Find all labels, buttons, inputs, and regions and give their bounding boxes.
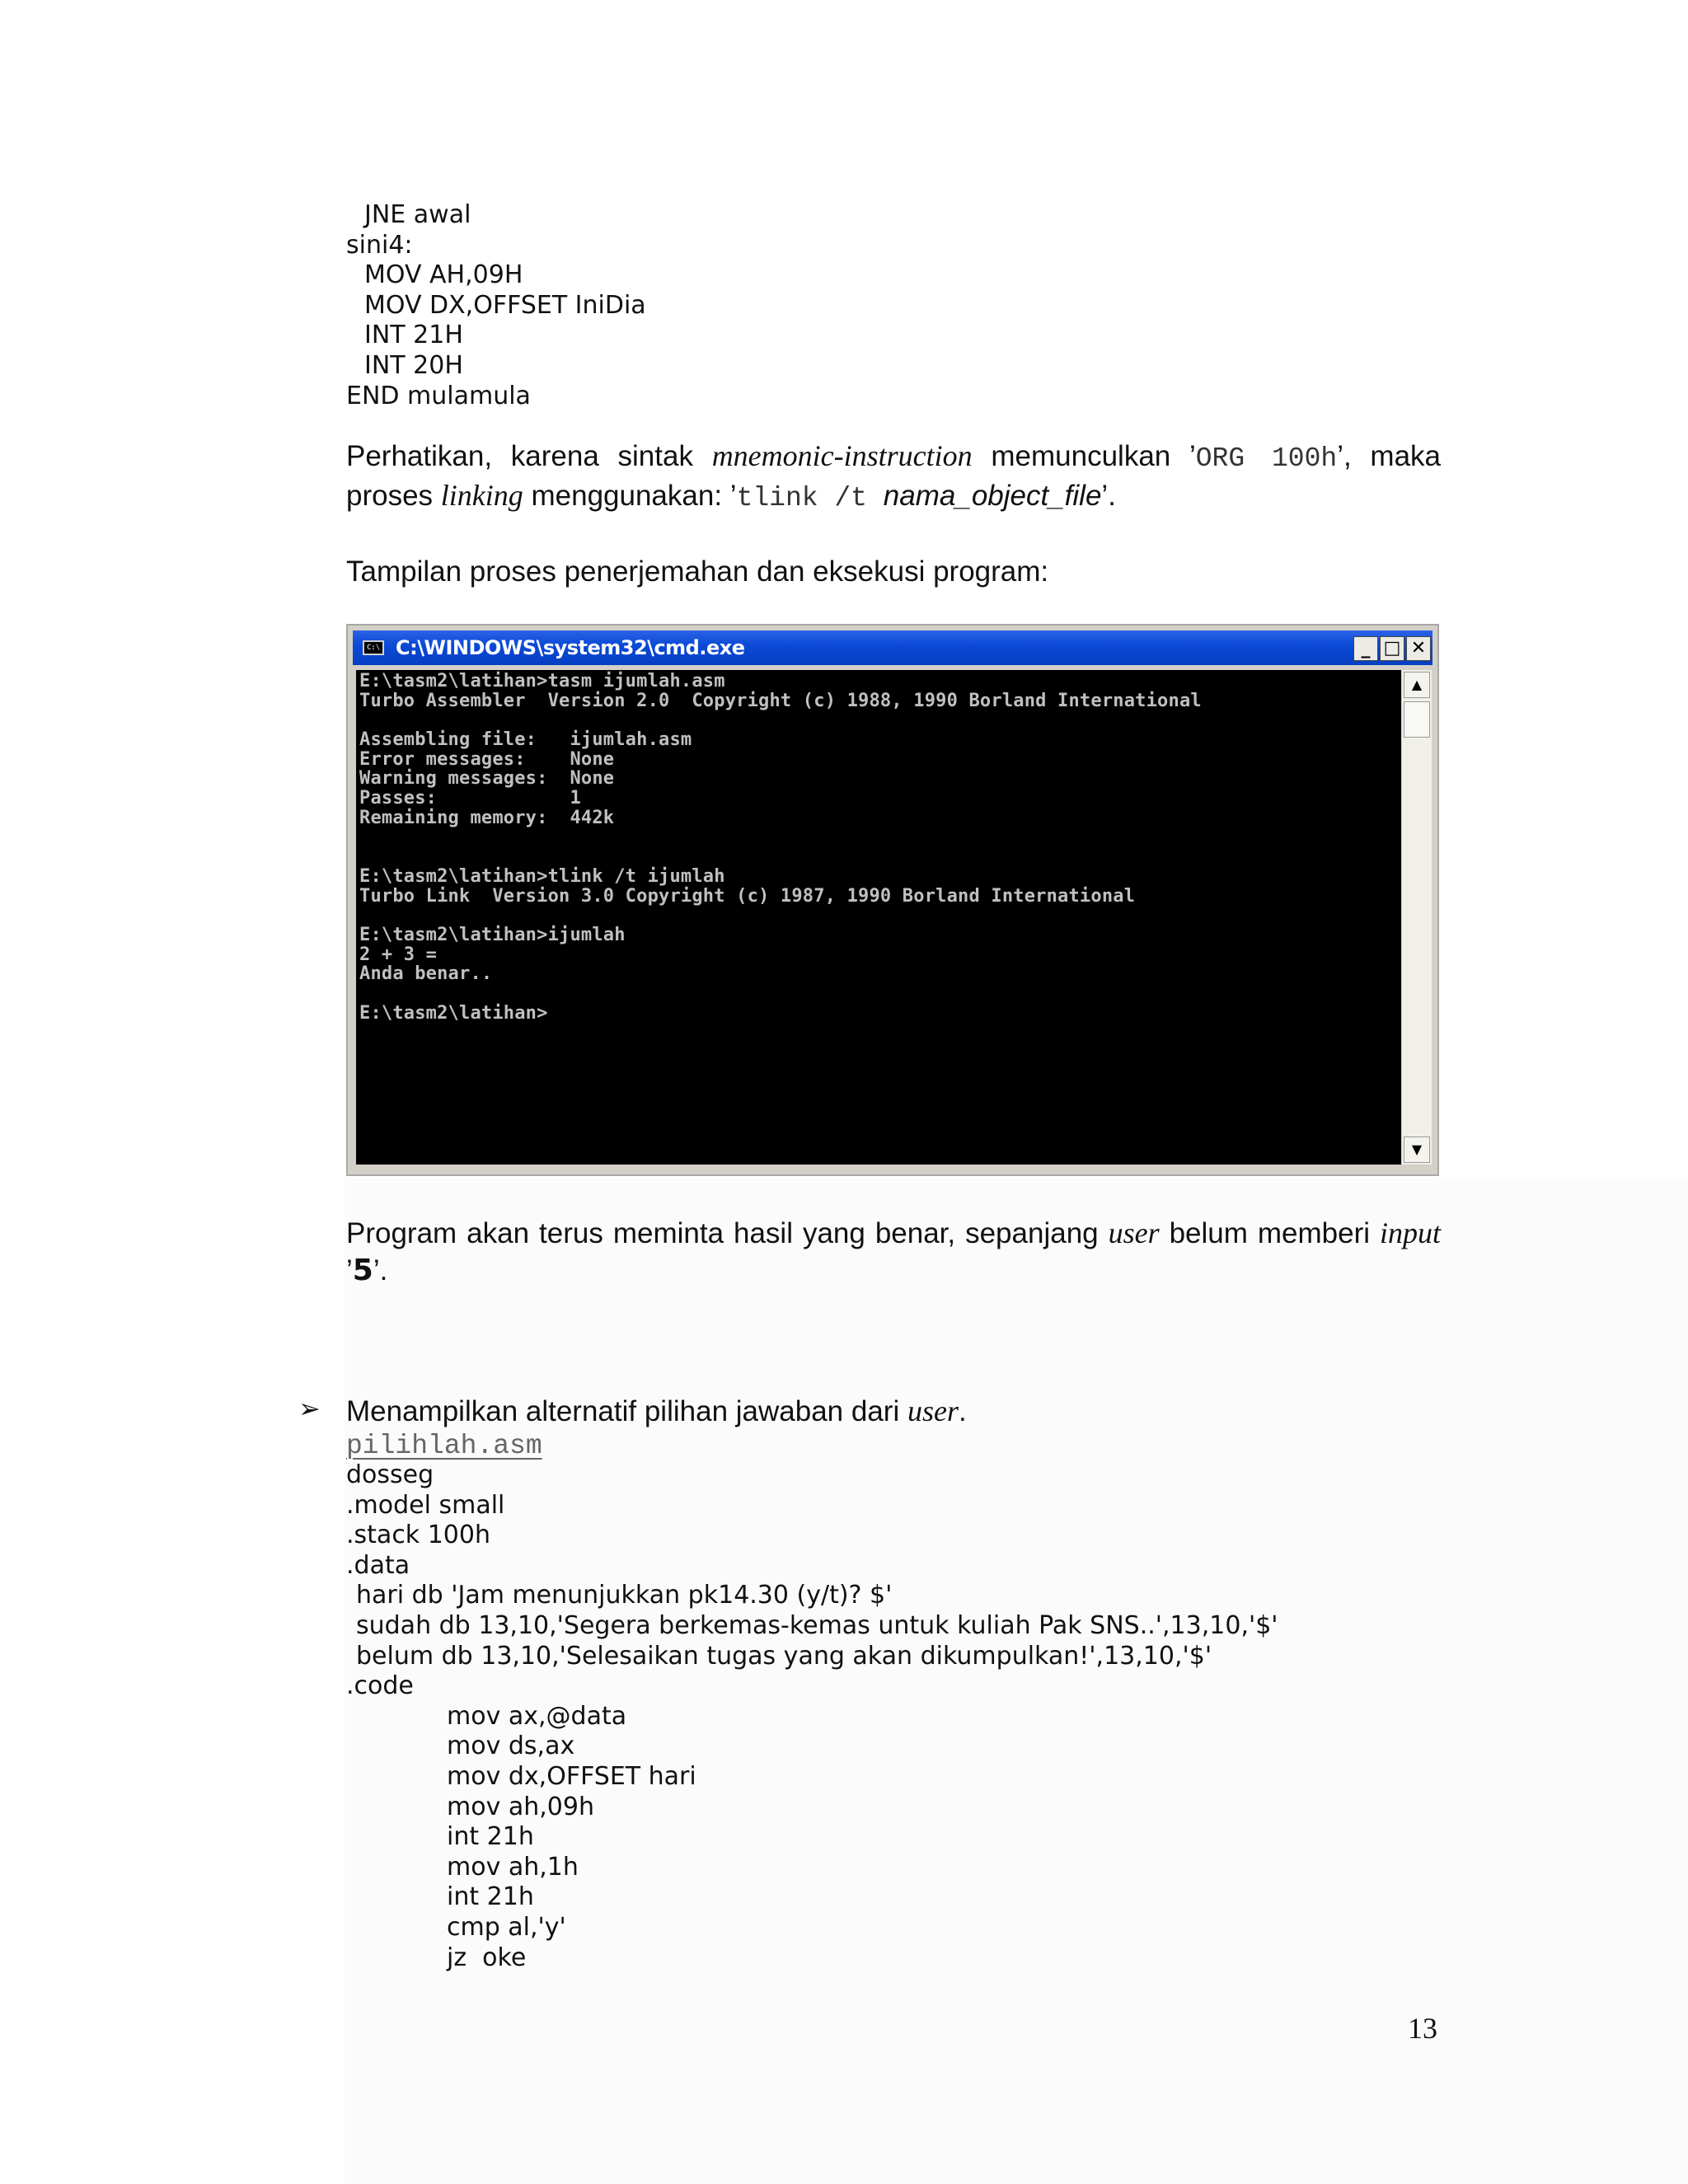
code-line: INT 20H	[364, 350, 463, 380]
console-line: Warning messages: None	[359, 768, 615, 790]
console-line: Assembling file: ijumlah.asm	[359, 729, 692, 751]
code-line: mov ah,09h	[447, 1792, 594, 1821]
minimize-icon[interactable]: _	[1353, 636, 1378, 661]
console-line: Anda benar..	[359, 963, 493, 985]
code-block-top	[346, 200, 646, 411]
code-block-bottom	[346, 1460, 1278, 1973]
text-run: belum memberi	[1159, 1217, 1380, 1249]
console-line	[359, 984, 1202, 1004]
text-run: .	[958, 1395, 967, 1427]
window-title: C:\WINDOWS\system32\cmd.exe	[396, 636, 745, 659]
page-number: 13	[1408, 2012, 1437, 2045]
window-titlebar	[353, 630, 1432, 665]
text-run-italic: linking	[440, 479, 523, 512]
console-line	[359, 828, 1202, 848]
console-line: Turbo Assembler Version 2.0 Copyright (c) 1988, 1990 Borland International	[359, 690, 1202, 711]
console-output	[359, 672, 1202, 1023]
code-line: MOV DX,OFFSET IniDia	[364, 290, 646, 320]
scroll-thumb[interactable]	[1404, 701, 1430, 738]
code-line: int 21h	[447, 1822, 534, 1852]
code-line: belum db 13,10,'Selesaikan tugas yang akan dikumpulkan!',13,10,'$'	[356, 1641, 1212, 1671]
code-line: mov ax,@data	[447, 1701, 627, 1731]
text-run-italic: user	[907, 1394, 959, 1427]
code-line: sudah db 13,10,'Segera berkemas-kemas untuk kuliah Pak SNS..',13,10,'$'	[356, 1610, 1278, 1640]
console-line: E:\tasm2\latihan>tasm ijumlah.asm	[359, 671, 725, 691]
text-run: memunculkan ’	[972, 440, 1196, 472]
code-line: .code	[346, 1671, 414, 1701]
console-line: Turbo Link Version 3.0 Copyright (c) 1987, 1990 Borland International	[359, 885, 1136, 907]
console-line: Error messages: None	[359, 748, 615, 770]
text-run-italic: mnemonic-instruction	[711, 439, 973, 472]
text-run-italic: input	[1379, 1216, 1441, 1249]
paragraph-input-note	[346, 1215, 1441, 1289]
code-line: END mulamula	[346, 381, 531, 410]
vertical-scrollbar[interactable]	[1402, 670, 1432, 1165]
cmd-icon: C:\	[363, 640, 384, 655]
console-line: Remaining memory: 442k	[359, 807, 615, 828]
console-line	[359, 847, 1202, 867]
scroll-down-icon[interactable]: ▼	[1404, 1137, 1430, 1163]
text-run: Program akan terus meminta hasil yang benar, sepanjang	[346, 1217, 1109, 1249]
paragraph-display-intro: Tampilan proses penerjemahan dan eksekusi program:	[346, 555, 1049, 588]
text-run: ’	[346, 1254, 353, 1286]
console-area[interactable]	[356, 670, 1401, 1165]
console-line: E:\tasm2\latihan>tlink /t ijumlah	[359, 865, 725, 887]
code-line: MOV AH,09H	[364, 260, 523, 290]
console-line: E:\tasm2\latihan>	[359, 1002, 548, 1024]
text-run: Perhatikan, karena sintak	[346, 440, 712, 472]
text-run: Menampilkan alternatif pilihan jawaban dari	[346, 1395, 907, 1427]
text-run-italic: user	[1108, 1216, 1160, 1249]
maximize-icon[interactable]: □	[1380, 636, 1404, 661]
console-line	[359, 906, 1202, 926]
text-run: menggunakan: ’	[523, 480, 737, 512]
arrow-bullet-icon: ➢	[298, 1393, 321, 1424]
code-line: .stack 100h	[346, 1521, 490, 1550]
text-run-code: ORG 100h	[1195, 443, 1338, 474]
code-line: cmp al,'y'	[447, 1912, 566, 1942]
code-line: mov dx,OFFSET hari	[447, 1761, 696, 1791]
code-line: .data	[346, 1550, 410, 1580]
console-line: Passes: 1	[359, 788, 581, 809]
code-line: INT 21H	[364, 321, 463, 350]
text-run: ’, maka proses	[346, 440, 1441, 512]
text-run-code: tlink /t	[736, 483, 884, 513]
code-line: int 21h	[447, 1882, 534, 1912]
paragraph-linking-note	[346, 438, 1441, 517]
text-run-italic: nama_object_file	[883, 480, 1102, 512]
code-line: .model small	[346, 1490, 505, 1520]
text-run: ’.	[373, 1254, 388, 1286]
code-line: dosseg	[346, 1460, 434, 1489]
console-line: E:\tasm2\latihan>ijumlah	[359, 924, 626, 945]
code-line: mov ah,1h	[447, 1852, 579, 1882]
cmd-window-screenshot	[346, 624, 1439, 1176]
console-line: 2 + 3 =	[359, 944, 438, 965]
code-line: mov ds,ax	[447, 1732, 575, 1761]
text-run: ’.	[1101, 480, 1116, 512]
source-filename: pilihlah.asm	[346, 1431, 542, 1461]
code-line: jz oke	[447, 1943, 527, 1972]
console-line	[359, 710, 1202, 730]
scroll-up-icon[interactable]: ▲	[1404, 672, 1430, 698]
close-icon[interactable]: ✕	[1406, 636, 1431, 661]
bullet-heading	[346, 1393, 1441, 1430]
text-run-bold: 5	[352, 1254, 373, 1287]
code-line: hari db 'Jam menunjukkan pk14.30 (y/t)? $'	[356, 1581, 893, 1610]
code-line: sini4:	[346, 230, 413, 260]
code-line: JNE awal	[364, 200, 471, 229]
